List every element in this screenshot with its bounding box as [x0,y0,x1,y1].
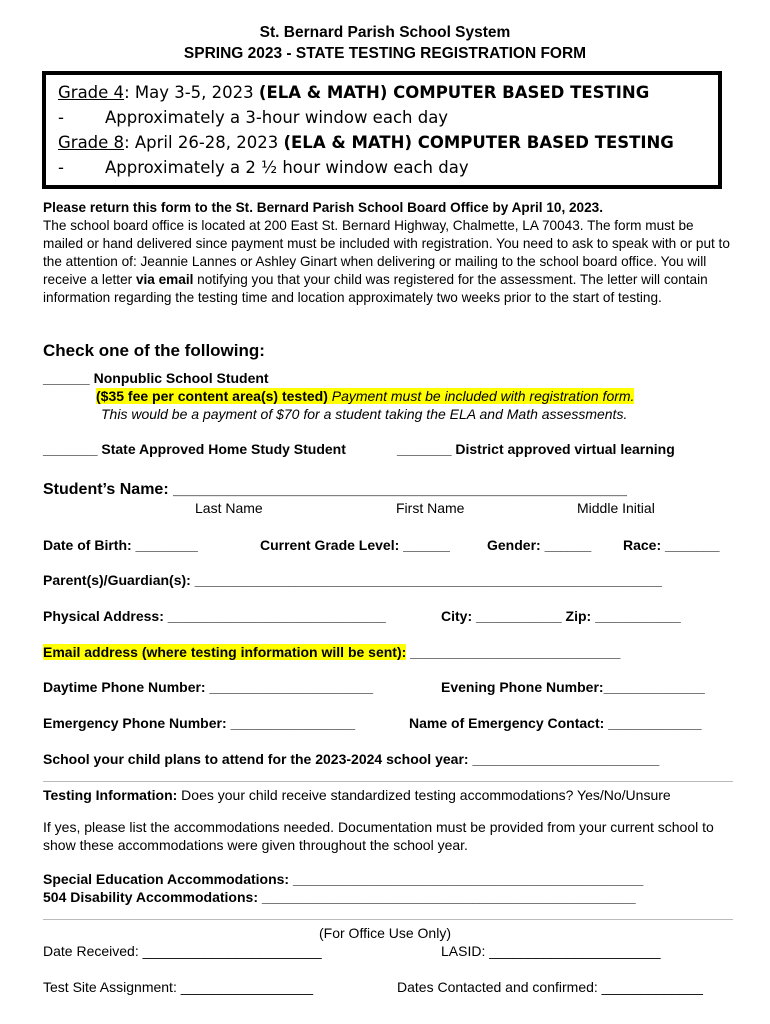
grade8-line [58,133,674,152]
lasid-field[interactable]: LASID: ______________________ [441,943,661,959]
dates-contacted-field[interactable]: Dates Contacted and confirmed: _____________ [397,979,703,995]
emergency-contact-field[interactable]: Name of Emergency Contact: ____________ [409,715,702,731]
evening-phone-field[interactable]: Evening Phone Number:_____________ [441,679,705,695]
virtual-learning-option[interactable]: _______ District approved virtual learning [397,441,675,457]
student-name-field[interactable] [43,481,627,499]
instructions-text-2: notifying you that your child was registered for the assessment. The letter will contain information regarding the testing time and location approximately two weeks prior to the start of testing. [43,272,708,305]
testing-info-line [43,787,671,803]
check-heading: Check one of the following: [43,341,265,360]
payment-required: Payment must be included with registration form. [327,388,635,404]
race-field[interactable]: Race: _______ [623,537,720,553]
school-system-title: St. Bernard Parish School System [259,24,511,41]
via-email: via email [135,272,194,287]
grade4-window-line [58,108,449,127]
testing-dates-box [42,71,722,189]
grade4-dates: : May 3-5, 2023 [124,83,259,102]
office-divider [43,919,733,920]
accommodations-question: Does your child receive standardized testing accommodations? Yes/No/Unsure [177,787,671,803]
grade4-test-type: (ELA & MATH) COMPUTER BASED TESTING [258,83,650,102]
last-name-caption: Last Name [195,500,263,516]
daytime-phone-field[interactable]: Daytime Phone Number: _____________________ [43,679,373,695]
gender-field[interactable]: Gender: ______ [487,537,592,553]
grade4-label: Grade 4 [58,83,125,102]
email-field[interactable] [43,644,620,660]
student-name-label: Student’s Name: [43,481,169,498]
accommodations-instructions: If yes, please list the accommodations needed. Documentation must be provided from your current school to show these accommodations were given throughout the school year. [43,819,714,853]
fee-note: This would be a payment of $70 for a student taking the ELA and Math assessments. [101,406,628,422]
section-divider [43,781,733,782]
fee-highlight [96,388,634,404]
dob-field[interactable]: Date of Birth: ________ [43,537,198,553]
school-plan-field[interactable]: School your child plans to attend for the 2023-2024 school year: ________________________ [43,751,660,767]
physical-address-field[interactable]: Physical Address: ____________________________ [43,608,386,624]
emergency-phone-field[interactable]: Emergency Phone Number: ________________ [43,715,356,731]
grade8-dash: - [58,158,64,177]
date-received-field[interactable]: Date Received: _______________________ [43,943,322,959]
504-accommodations-field[interactable]: 504 Disability Accommodations: ________________________________________________ [43,889,636,905]
grade8-label: Grade 8 [58,133,125,152]
form-title: SPRING 2023 - STATE TESTING REGISTRATION FORM [183,45,587,62]
grade4-line [58,83,649,102]
email-blank[interactable]: ___________________________ [406,644,621,660]
test-site-field[interactable]: Test Site Assignment: _________________ [43,979,314,995]
nonpublic-blank[interactable]: ______ [43,370,90,386]
grade8-test-type: (ELA & MATH) COMPUTER BASED TESTING [283,133,674,152]
grade8-window: Approximately a 2 ½ hour window each day [105,158,469,177]
sped-accommodations-field[interactable]: Special Education Accommodations: _____________________________________________ [43,871,644,887]
grade4-dash: - [58,108,64,127]
middle-initial-caption: Middle Initial [577,500,655,516]
email-label: Email address (where testing information will be sent): [43,644,407,660]
grade8-dates: : April 26-28, 2023 [124,133,284,152]
office-use-heading: (For Office Use Only) [319,925,451,941]
grade-level-field[interactable]: Current Grade Level: ______ [260,537,450,553]
grade8-window-line [58,158,469,177]
student-name-blank[interactable]: ___________________________________________________ [173,481,627,498]
first-name-caption: First Name [396,500,465,516]
testing-info-label: Testing Information: [43,787,178,803]
grade4-window: Approximately a 3-hour window each day [105,108,449,127]
home-study-option[interactable]: _______ State Approved Home Study Student [43,441,346,457]
nonpublic-label: Nonpublic School Student [89,370,269,386]
return-deadline: Please return this form to the St. Bernard Parish School Board Office by April 10, 2023. [43,200,604,215]
instructions-paragraph [43,199,733,307]
fee-amount: ($35 fee per content area(s) tested) [96,388,328,404]
nonpublic-option[interactable] [43,370,269,386]
instructions-text-1: The school board office is located at 200 East St. Bernard Highway, Chalmette, LA 70043. The form must be mailed or hand delivered since payment must be included with registration. You need to ask to speak with or put to the attention of: Jeannie Lannes or Ashley Ginart when delivering or mailing to the school board office. You will receive a letter [43,218,730,287]
city-zip-field[interactable]: City: ___________ Zip: ___________ [441,608,681,624]
parent-guardian-field[interactable]: Parent(s)/Guardian(s): ____________________________________________________________ [43,572,662,588]
